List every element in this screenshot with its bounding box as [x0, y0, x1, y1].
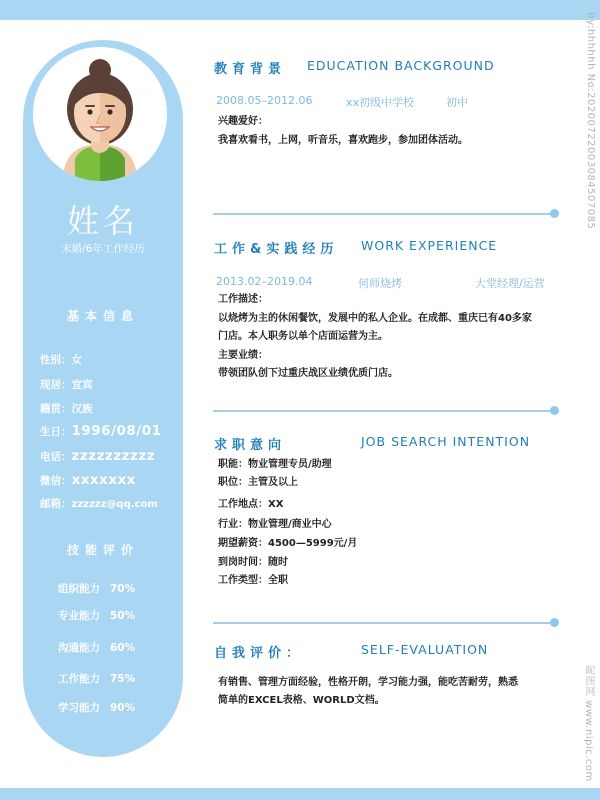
- education-hobby-text: 我喜欢看书，上网，听音乐，喜欢跑步，参加团体活动。: [218, 135, 468, 146]
- skill-label: 沟通能力: [58, 642, 100, 654]
- info-value: zzzzzz@qq.com: [71, 499, 158, 510]
- section-divider: [213, 410, 553, 412]
- skill-label: 组织能力: [58, 583, 100, 595]
- skill-label: 学习能力: [58, 702, 100, 714]
- info-value: 宜宾: [71, 379, 93, 391]
- self-eval-title-cn: 自我评价：: [214, 646, 305, 661]
- intention-location: 工作地点：XX: [218, 499, 284, 510]
- work-desc-label: 工作描述：: [218, 294, 268, 305]
- info-email: [40, 496, 158, 511]
- self-eval-line2: 简单的EXCEL表格、WORLD文档。: [218, 695, 385, 706]
- work-desc-line2: 门店。本人职务以单个店面运营为主。: [218, 331, 388, 342]
- work-achieve-text: 带领团队创下过重庆战区业绩优质门店。: [218, 368, 398, 379]
- intention-type: 工作类型：全职: [218, 575, 288, 586]
- divider-dot-icon: [550, 209, 559, 218]
- watermark: [580, 12, 596, 782]
- skill-organization: [58, 581, 135, 596]
- info-value: 汉族: [71, 403, 93, 415]
- skill-label: 工作能力: [58, 673, 100, 685]
- info-label: 电话：: [40, 451, 72, 463]
- intention-title-cn: 求职意向: [214, 438, 287, 453]
- work-desc-line1: 以烧烤为主的休闲餐饮，发展中的私人企业。在成都、重庆已有40多家: [218, 313, 532, 324]
- section-divider: [213, 622, 553, 624]
- watermark-bottom-text: 昵图网 www.nipic.com: [583, 665, 594, 782]
- skill-work: [58, 671, 135, 686]
- intention-title-en: JOB SEARCH INTENTION: [361, 434, 531, 449]
- education-title-cn: 教育背景: [214, 62, 287, 77]
- info-residence: [40, 377, 93, 392]
- info-value: xxxxxxx: [71, 472, 136, 488]
- info-origin: [40, 401, 93, 416]
- skill-value: 75%: [110, 673, 136, 685]
- divider-dot-icon: [550, 406, 559, 415]
- work-title-cn: 工作&实践经历: [214, 242, 339, 257]
- skill-label: 专业能力: [58, 610, 100, 622]
- info-label: 生日：: [40, 426, 72, 438]
- info-value: 1996/08/01: [71, 423, 162, 439]
- info-label: 邮箱：: [40, 498, 72, 510]
- skill-communication: [58, 640, 135, 655]
- education-school: xx初级中学校: [346, 96, 415, 109]
- intention-industry: 行业：物业管理/商业中心: [218, 519, 332, 530]
- skill-value: 50%: [110, 610, 136, 622]
- education-hobby-label: 兴趣爱好：: [218, 116, 268, 127]
- work-position: 大堂经理/运营: [475, 277, 545, 290]
- info-label: 现居：: [40, 379, 72, 391]
- avatar: [33, 47, 167, 181]
- skill-professional: [58, 608, 135, 623]
- intention-salary: 期望薪资：4500—5999元/月: [218, 538, 358, 549]
- skill-learning: [58, 700, 135, 715]
- skill-value: 60%: [110, 642, 136, 654]
- skill-value: 70%: [110, 583, 136, 595]
- info-wechat: [40, 472, 136, 488]
- intention-start: 到岗时间：随时: [218, 557, 288, 568]
- work-period: 2013.02–2019.04: [216, 275, 313, 288]
- work-achieve-label: 主要业绩：: [218, 350, 268, 361]
- info-phone: [40, 448, 155, 464]
- info-label: 微信：: [40, 475, 72, 487]
- info-label: 性别：: [40, 354, 72, 366]
- section-divider: [213, 213, 553, 215]
- info-birthday: [40, 423, 162, 439]
- work-title-en: WORK EXPERIENCE: [361, 238, 498, 253]
- self-eval-title-en: SELF-EVALUATION: [361, 642, 489, 657]
- work-company: 何师烧烤: [358, 277, 402, 290]
- education-title-en: EDUCATION BACKGROUND: [307, 58, 495, 73]
- info-gender: [40, 352, 82, 367]
- info-value: zzzzzzzzzz: [71, 448, 156, 464]
- intention-function: 职能：物业管理专员/助理: [218, 459, 332, 470]
- skills-title: 技能评价: [66, 543, 139, 557]
- basic-info-title: 基本信息: [66, 309, 139, 323]
- top-accent-bar: [0, 0, 600, 20]
- profile-subtitle: 未婚/6年工作经历: [61, 243, 145, 255]
- self-eval-line1: 有销售、管理方面经验，性格开朗，学习能力强，能吃苦耐劳，熟悉: [218, 677, 518, 688]
- avatar-illustration-icon: [33, 47, 167, 181]
- education-level: 初中: [446, 96, 468, 109]
- skill-value: 90%: [110, 702, 136, 714]
- education-period: 2008.05–2012.06: [216, 94, 313, 107]
- divider-dot-icon: [550, 618, 559, 627]
- info-label: 籍贯：: [40, 403, 72, 415]
- profile-name: 姓名: [66, 202, 139, 240]
- info-value: 女: [71, 354, 82, 366]
- bottom-accent-bar: [0, 788, 600, 800]
- watermark-top-text: By:hhhhhh No:20200722003084507085: [585, 12, 596, 230]
- intention-rank: 职位：主管及以上: [218, 477, 298, 488]
